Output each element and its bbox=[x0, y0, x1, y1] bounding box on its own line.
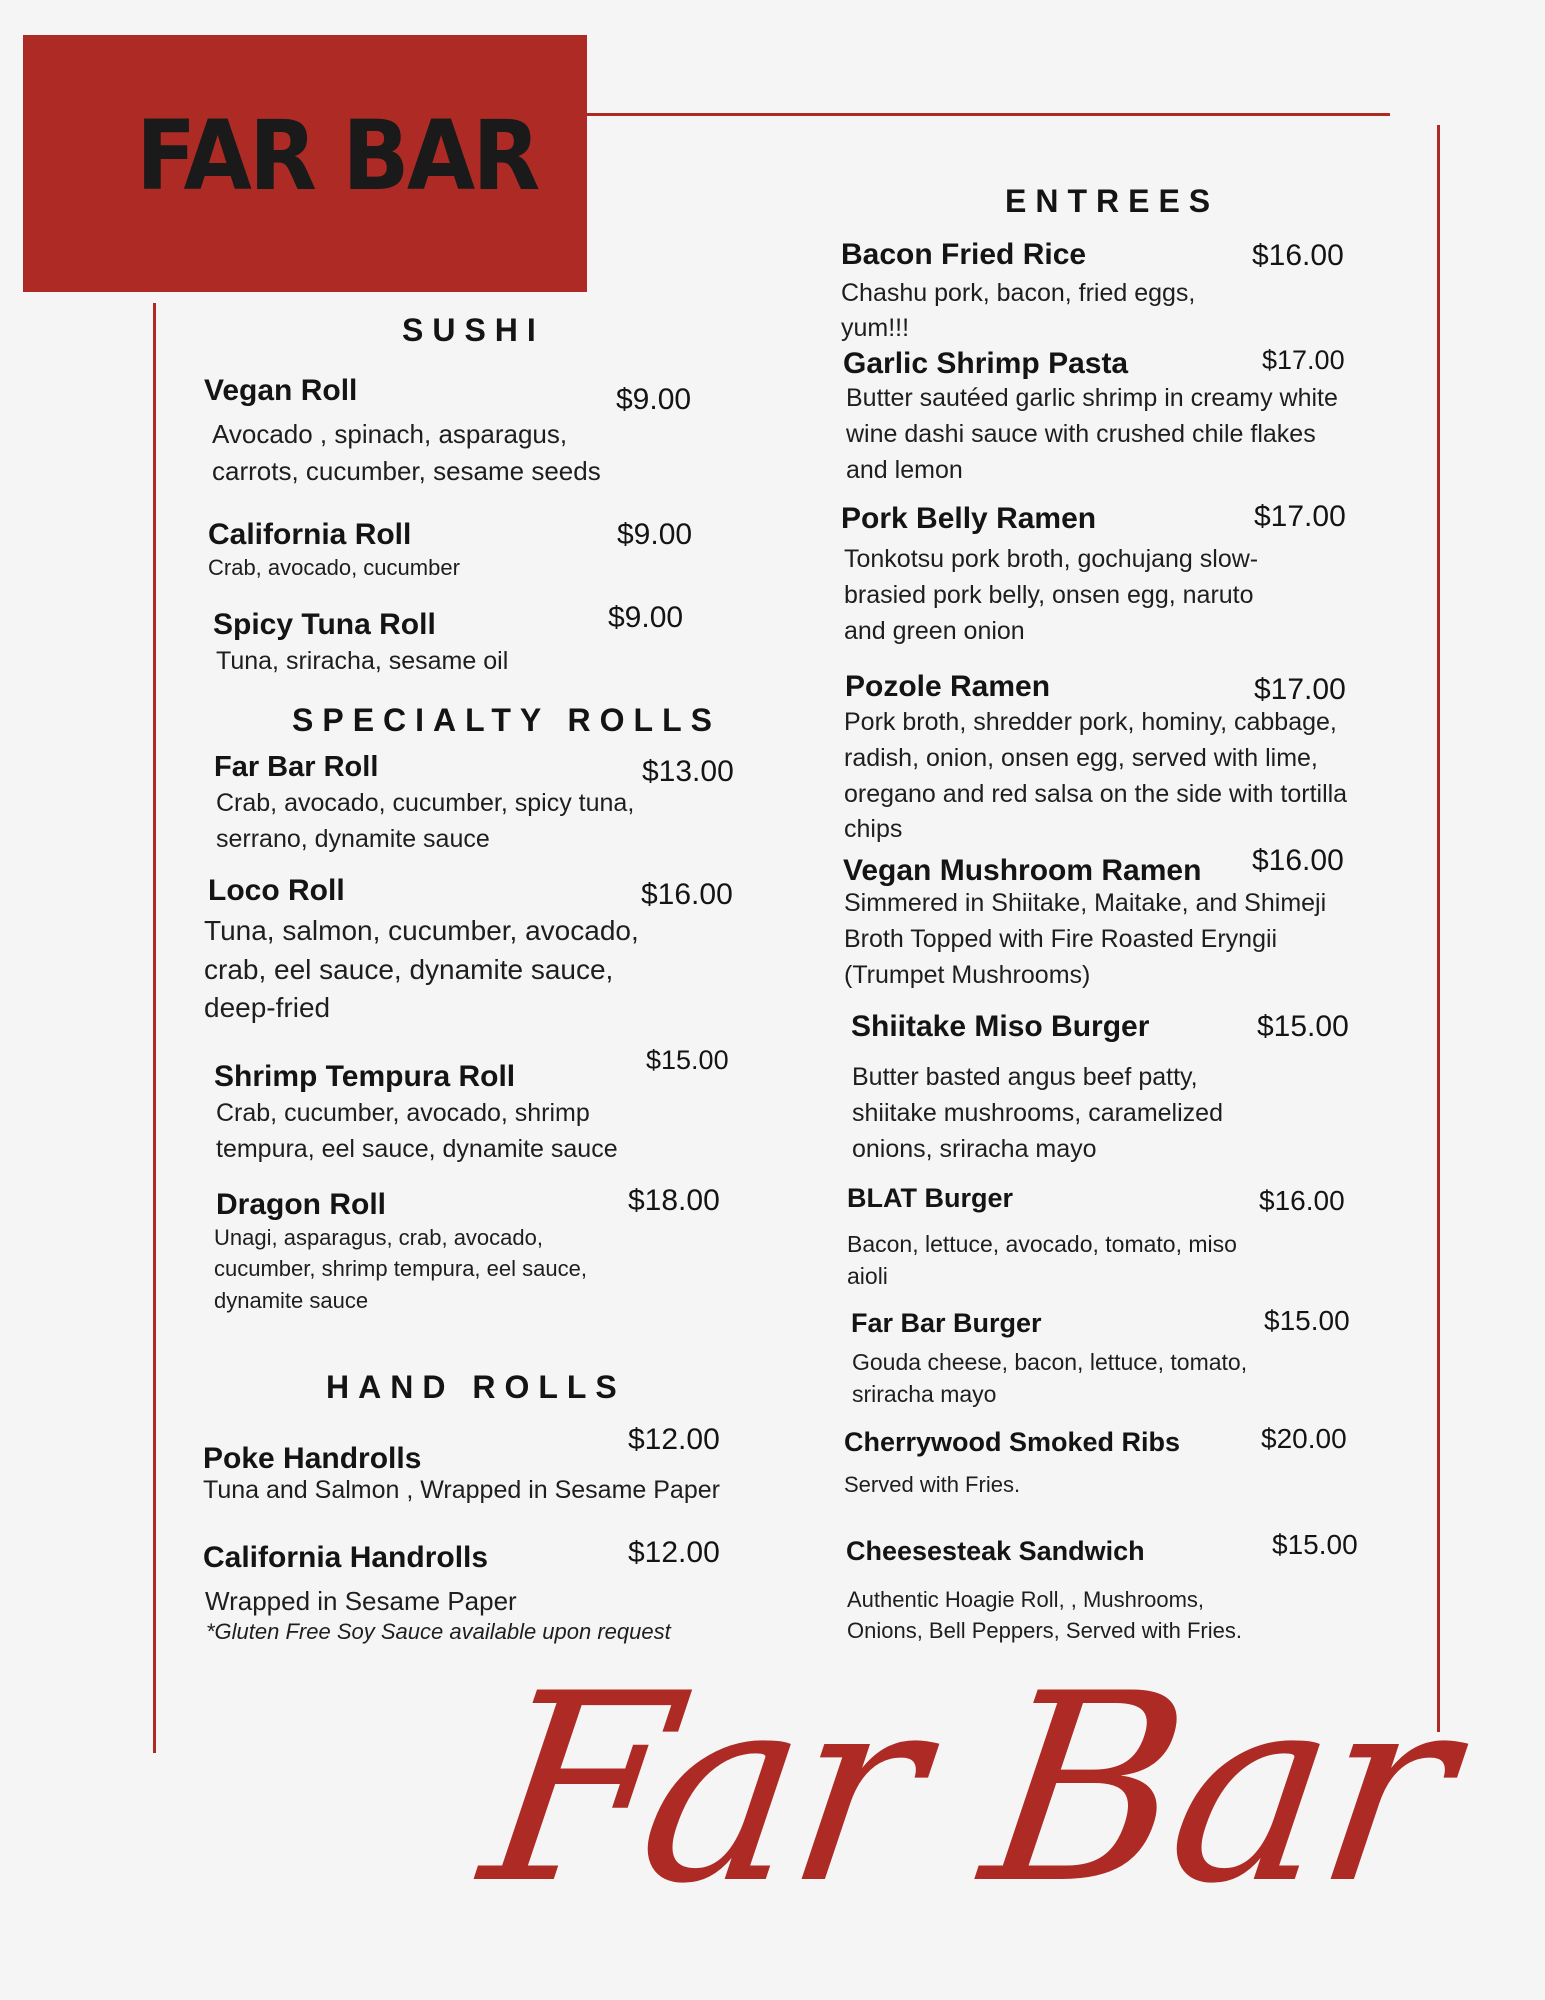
footer-script-logo: Far Bar bbox=[468, 1639, 1465, 1941]
item-desc: Tonkotsu pork broth, gochujang slow-brasied pork belly, onsen egg, naruto and green onion bbox=[844, 545, 1259, 645]
item-name: Far Bar Roll bbox=[214, 751, 379, 783]
section-title-sushi: SUSHI bbox=[402, 312, 545, 348]
item-desc: Tuna, salmon, cucumber, avocado, crab, eel sauce, dynamite sauce, deep-fried bbox=[204, 915, 639, 1024]
item-desc: Bacon, lettuce, avocado, tomato, miso aioli bbox=[847, 1231, 1237, 1290]
item-name: Vegan Roll bbox=[204, 374, 358, 407]
item-price: $20.00 bbox=[1261, 1423, 1347, 1454]
item-desc: Butter basted angus beef patty, shiitake mushrooms, caramelized onions, sriracha mayo bbox=[852, 1063, 1223, 1163]
gluten-free-note: *Gluten Free Soy Sauce available upon request bbox=[206, 1619, 671, 1644]
item-price: $17.00 bbox=[1262, 345, 1345, 375]
item-desc: Gouda cheese, bacon, lettuce, tomato, sriracha mayo bbox=[852, 1349, 1248, 1408]
item-name: Vegan Mushroom Ramen bbox=[843, 854, 1202, 887]
item-desc: Crab, avocado, cucumber bbox=[208, 555, 460, 580]
item-desc: Authentic Hoagie Roll, , Mushrooms, Onions, Bell Peppers, Served with Fries. bbox=[847, 1587, 1242, 1643]
section-title-specialty: SPECIALTY ROLLS bbox=[292, 702, 721, 738]
logo-text: FAR BAR bbox=[136, 100, 538, 212]
section-title-hand-rolls: HAND ROLLS bbox=[326, 1369, 626, 1405]
item-price: $15.00 bbox=[646, 1045, 729, 1075]
item-price: $15.00 bbox=[1264, 1305, 1350, 1336]
item-name: Pozole Ramen bbox=[845, 670, 1051, 703]
item-desc: Served with Fries. bbox=[844, 1472, 1021, 1497]
item-name: Cherrywood Smoked Ribs bbox=[844, 1427, 1181, 1457]
item-name: Spicy Tuna Roll bbox=[213, 608, 436, 641]
left-divider bbox=[153, 303, 156, 1753]
item-name: Far Bar Burger bbox=[851, 1308, 1042, 1338]
item-name: Pork Belly Ramen bbox=[841, 502, 1097, 535]
item-price: $18.00 bbox=[628, 1184, 720, 1217]
item-name: California Roll bbox=[208, 518, 412, 551]
item-name: Bacon Fried Rice bbox=[841, 238, 1087, 271]
item-name: Dragon Roll bbox=[216, 1188, 386, 1221]
item-name: Shiitake Miso Burger bbox=[851, 1010, 1150, 1043]
item-desc: Unagi, asparagus, crab, avocado, cucumber, shrimp tempura, eel sauce, dynamite sauce bbox=[214, 1225, 587, 1313]
section-title-entrees: ENTREES bbox=[1005, 183, 1220, 219]
item-desc: Pork broth, shredder pork, hominy, cabbage, radish, onion, onsen egg, served with lime, oregano and red salsa on the side with tortilla chips bbox=[844, 708, 1348, 844]
item-price: $13.00 bbox=[642, 755, 734, 788]
item-price: $15.00 bbox=[1257, 1010, 1349, 1043]
top-divider bbox=[587, 113, 1390, 116]
item-name: Cheesesteak Sandwich bbox=[846, 1536, 1145, 1566]
item-name: Loco Roll bbox=[208, 874, 345, 907]
item-name: Shrimp Tempura Roll bbox=[214, 1060, 516, 1093]
item-price: $16.00 bbox=[641, 878, 733, 911]
item-name: Garlic Shrimp Pasta bbox=[843, 347, 1129, 380]
item-desc: Crab, avocado, cucumber, spicy tuna, serrano, dynamite sauce bbox=[216, 789, 635, 853]
item-desc: Tuna and Salmon , Wrapped in Sesame Paper bbox=[203, 1476, 720, 1504]
item-desc: Crab, cucumber, avocado, shrimp tempura, eel sauce, dynamite sauce bbox=[216, 1099, 618, 1163]
item-price: $17.00 bbox=[1254, 673, 1346, 706]
item-desc: Chashu pork, bacon, fried eggs, yum!!! bbox=[841, 279, 1196, 342]
item-price: $16.00 bbox=[1259, 1185, 1345, 1216]
item-name: BLAT Burger bbox=[847, 1183, 1013, 1213]
item-price: $9.00 bbox=[608, 601, 684, 634]
item-price: $16.00 bbox=[1252, 239, 1344, 272]
item-name: California Handrolls bbox=[203, 1541, 489, 1574]
item-desc: Wrapped in Sesame Paper bbox=[205, 1586, 517, 1616]
item-price: $15.00 bbox=[1272, 1529, 1358, 1560]
item-price: $17.00 bbox=[1254, 500, 1346, 533]
item-desc: Simmered in Shiitake, Maitake, and Shimeji Broth Topped with Fire Roasted Eryngii (Trumpet Mushrooms) bbox=[844, 889, 1327, 989]
item-price: $16.00 bbox=[1252, 844, 1344, 877]
item-price: $9.00 bbox=[616, 383, 692, 416]
item-price: $12.00 bbox=[628, 1423, 720, 1456]
item-price: $12.00 bbox=[628, 1536, 720, 1569]
item-desc: Butter sautéed garlic shrimp in creamy white wine dashi sauce with crushed chile flakes and lemon bbox=[846, 384, 1338, 484]
item-desc: Tuna, sriracha, sesame oil bbox=[216, 647, 509, 675]
item-price: $9.00 bbox=[617, 518, 693, 551]
item-name: Poke Handrolls bbox=[203, 1442, 422, 1475]
item-desc: Avocado , spinach, asparagus, carrots, cucumber, sesame seeds bbox=[212, 419, 601, 487]
right-divider bbox=[1437, 125, 1440, 1732]
